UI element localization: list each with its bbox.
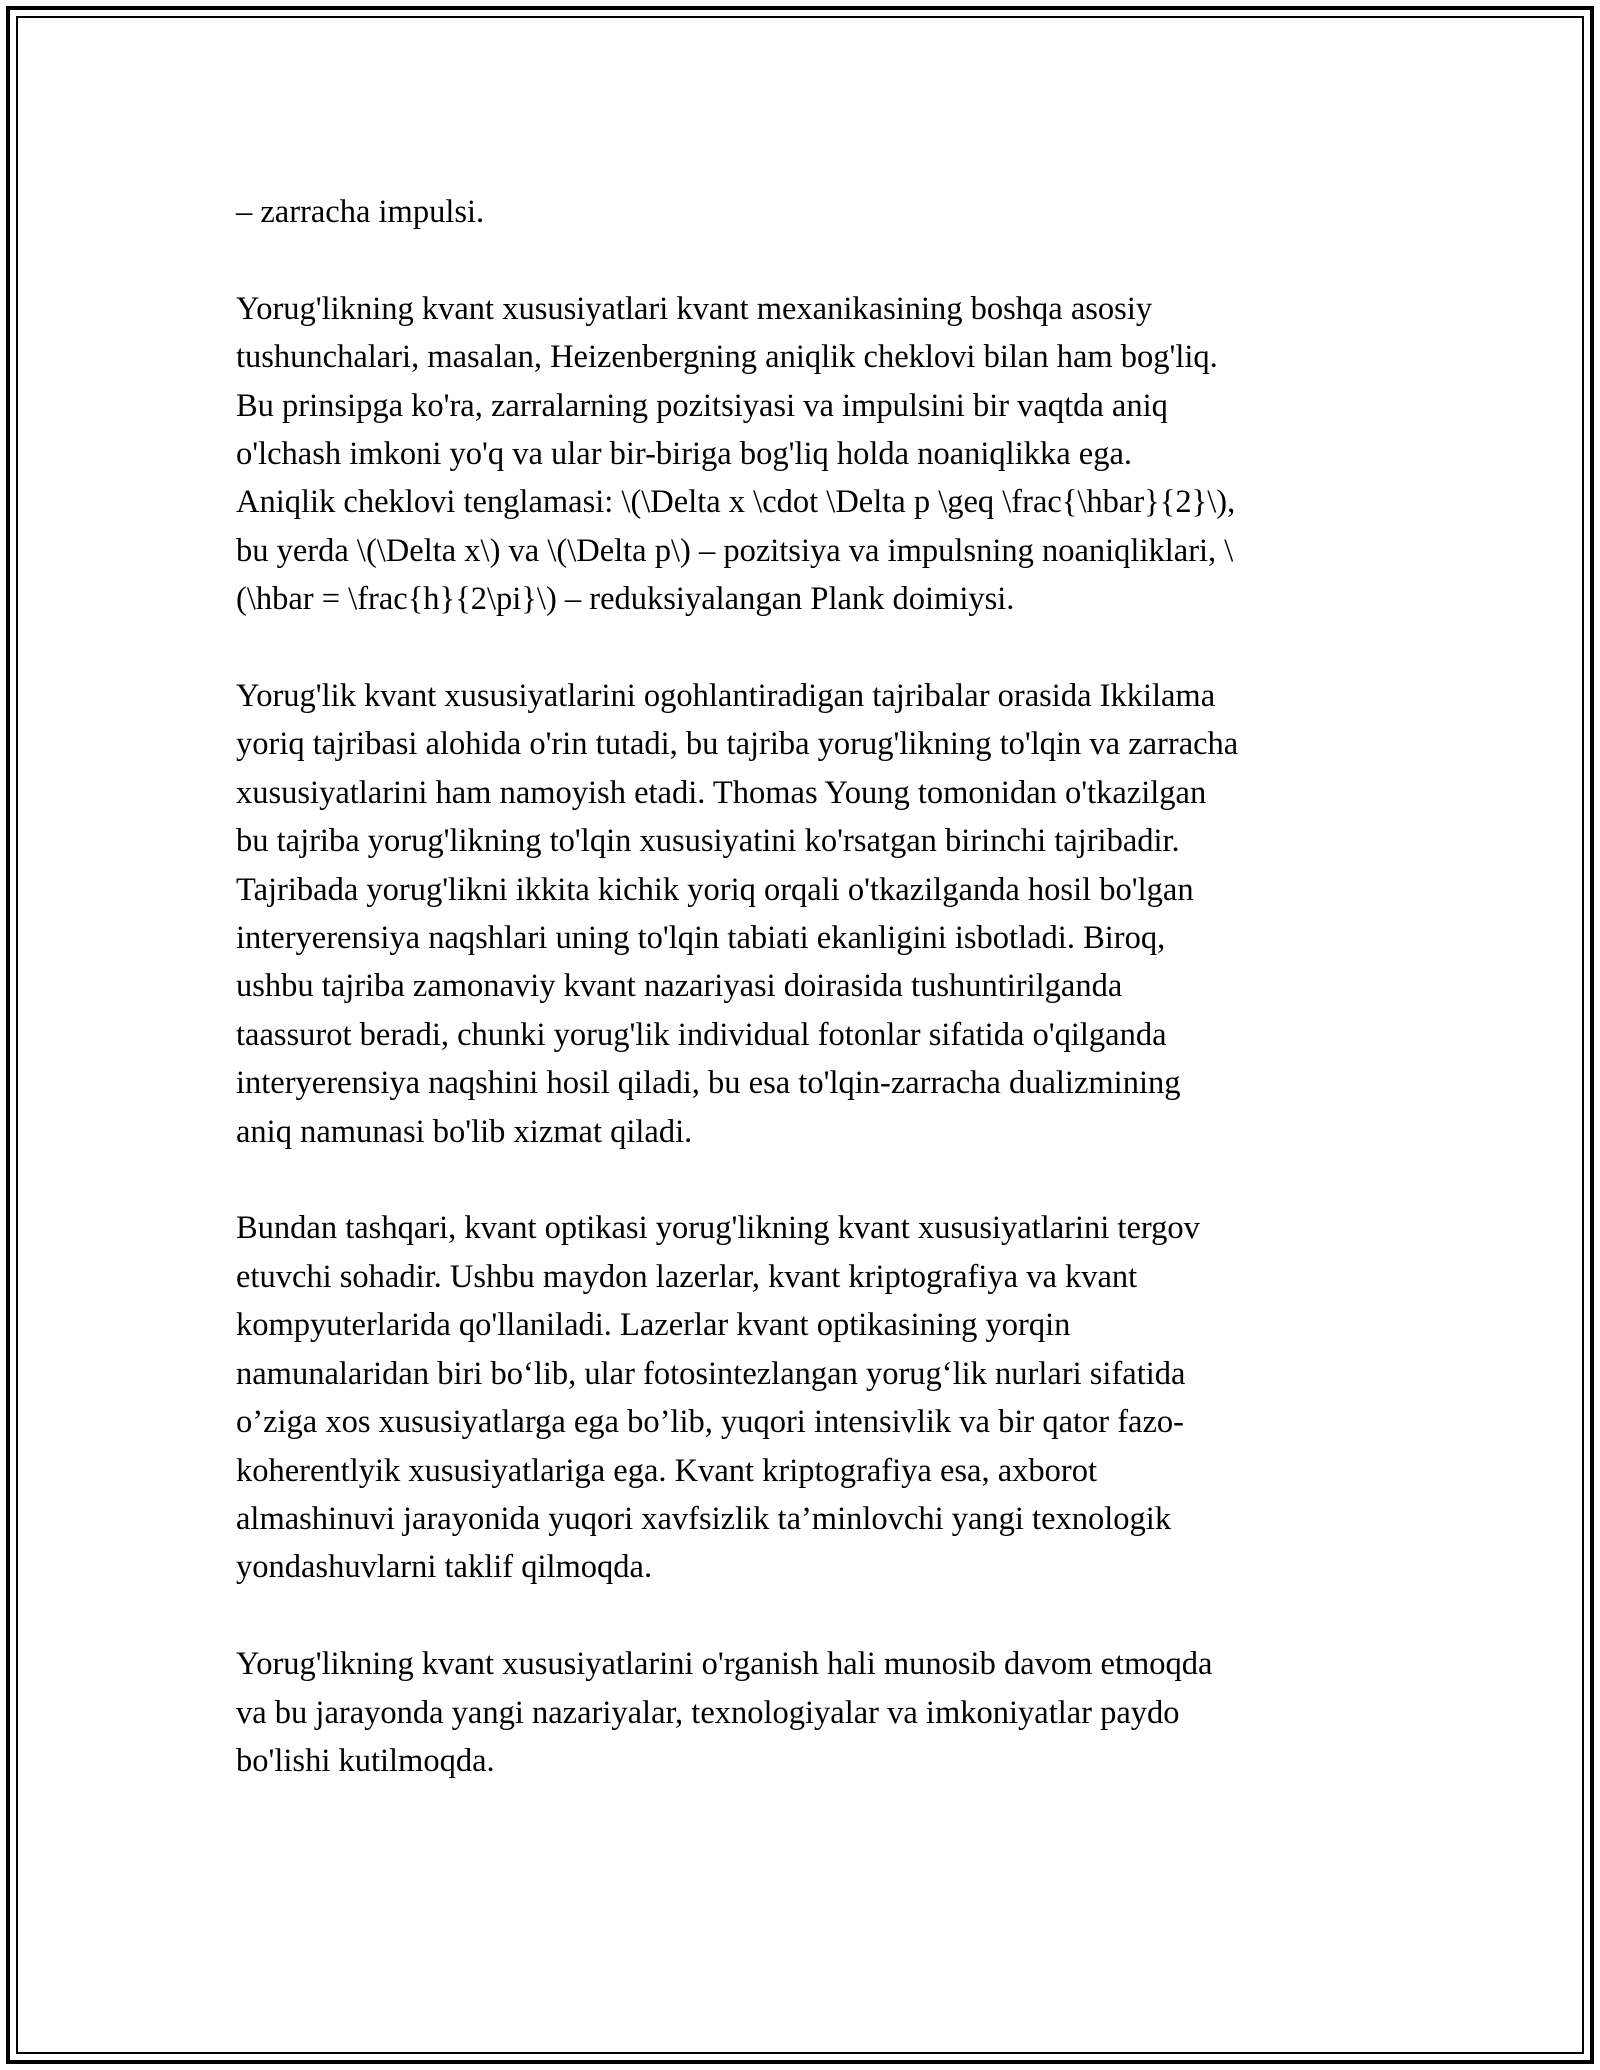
text-line: – zarracha impulsi.: [236, 194, 485, 230]
document-body: [236, 188, 1386, 1834]
text-line: ushbu tajriba zamonaviy kvant nazariyasi doirasida tushuntirilganda: [236, 968, 1123, 1005]
paragraph-2: [236, 285, 1386, 624]
text-line: Bundan tashqari, kvant optikasi yorug'likning kvant xususiyatlarini tergov: [236, 1210, 1200, 1247]
text-line: Aniqlik cheklovi tenglamasi: \(\Delta x \cdot \Delta p \geq \frac{\hbar}{2}\),: [236, 484, 1236, 521]
text-line: almashinuvi jarayonida yuqori xavfsizlik ta’minlovchi yangi texnologik: [236, 1500, 1172, 1537]
text-line: tushunchalari, masalan, Heizenbergning aniqlik cheklovi bilan ham bog'liq.: [236, 339, 1218, 376]
text-line: yoriq tajribasi alohida o'rin tutadi, bu tajriba yorug'likning to'lqin va zarracha: [236, 726, 1239, 763]
text-line: kompyuterlarida qo'llaniladi. Lazerlar kvant optikasining yorqin: [236, 1307, 1071, 1344]
text-line: xususiyatlarini ham namoyish etadi. Thomas Young tomonidan o'tkazilgan: [236, 774, 1207, 811]
text-line: Yorug'lik kvant xususiyatlarini ogohlantiradigan tajribalar orasida Ikkilama: [236, 678, 1216, 715]
text-line: Yorug'likning kvant xususiyatlari kvant mexanikasining boshqa asosiy: [236, 290, 1153, 327]
text-line: bu tajriba yorug'likning to'lqin xususiyatini ko'rsatgan birinchi tajribadir.: [236, 823, 1180, 860]
text-line: yondashuvlarni taklif qilmoqda.: [236, 1549, 653, 1586]
text-line: o'lchash imkoni yo'q va ular bir-biriga bog'liq holda noaniqlikka ega.: [236, 436, 1133, 473]
paragraph-3: [236, 672, 1386, 1156]
paragraph-5: [236, 1640, 1386, 1785]
text-line: namunalaridan biri bo‘lib, ular fotosintezlangan yorug‘lik nurlari sifatida: [236, 1355, 1186, 1392]
text-line: taassurot beradi, chunki yorug'lik individual fotonlar sifatida o'qilganda: [236, 1016, 1167, 1053]
text-line: Tajribada yorug'likni ikkita kichik yoriq orqali o'tkazilganda hosil bo'lgan: [236, 871, 1194, 908]
text-line: (\hbar = \frac{h}{2\pi}\) – reduksiyalangan Plank doimiysi.: [236, 581, 1015, 618]
text-line: aniq namunasi bo'lib xizmat qiladi.: [236, 1113, 693, 1150]
text-line: Yorug'likning kvant xususiyatlarini o'rganish hali munosib davom etmoqda: [236, 1646, 1213, 1683]
text-line: koherentlyik xususiyatlariga ega. Kvant kriptografiya esa, axborot: [236, 1452, 1097, 1489]
paragraph-1: [236, 188, 1386, 236]
paragraph-4: [236, 1204, 1386, 1591]
text-line: etuvchi sohadir. Ushbu maydon lazerlar, kvant kriptografiya va kvant: [236, 1258, 1138, 1295]
text-line: interyerensiya naqshini hosil qiladi, bu esa to'lqin-zarracha dualizmining: [236, 1065, 1181, 1102]
text-line: bo'lishi kutilmoqda.: [236, 1742, 495, 1779]
text-line: Bu prinsipga ko'ra, zarralarning pozitsiyasi va impulsini bir vaqtda aniq: [236, 387, 1168, 424]
text-line: bu yerda \(\Delta x\) va \(\Delta p\) – pozitsiya va impulsning noaniqliklari, \: [236, 532, 1234, 569]
text-line: va bu jarayonda yangi nazariyalar, texnologiyalar va imkoniyatlar paydo: [236, 1694, 1180, 1731]
text-line: interyerensiya naqshlari uning to'lqin tabiati ekanligini isbotladi. Biroq,: [236, 920, 1166, 957]
text-line: o’ziga xos xususiyatlarga ega bo’lib, yuqori intensivlik va bir qator fazo-: [236, 1404, 1184, 1441]
